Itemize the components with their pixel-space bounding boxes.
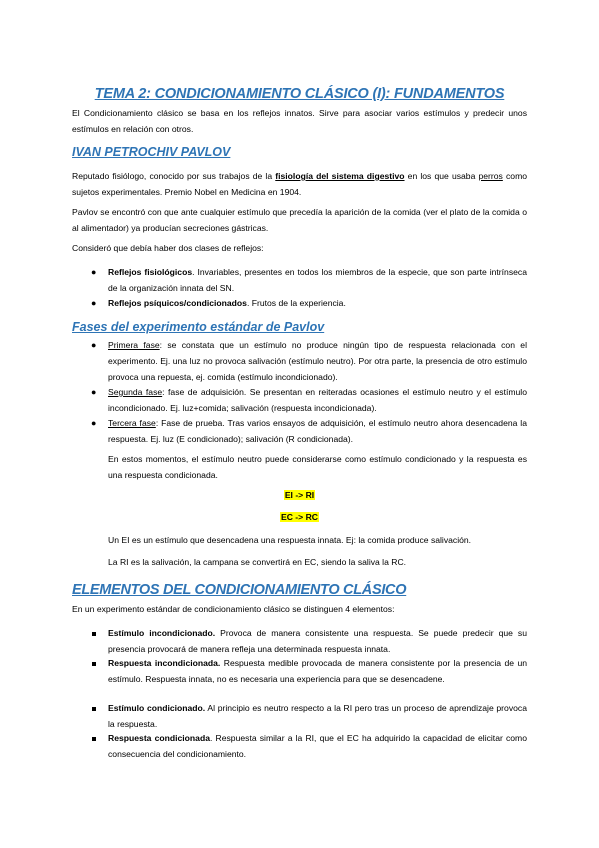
- list-item-phase-3: [108, 416, 527, 448]
- square-bullet-icon: [92, 662, 96, 666]
- bullet-icon: ●: [91, 387, 97, 397]
- term: Respuesta condicionada: [108, 733, 210, 743]
- text-span: : Fase de prueba. Tras varios ensayos de adquisición, el estímulo neutro ahora desencadena la respuesta. Ej. luz (E condicionado); salivación (R condicionada).: [108, 418, 527, 444]
- pavlov-paragraph-2: Pavlov se encontró con que ante cualquier estímulo que precedía la aparición de la comida (ver el plato de la comida o al alimentador) ya producían secreciones gástricas.: [72, 207, 527, 233]
- term: Estímulo incondicionado.: [108, 628, 216, 638]
- bullet-icon: ●: [91, 267, 97, 277]
- square-bullet-icon: [92, 737, 96, 741]
- square-bullet-icon: [92, 632, 96, 636]
- term: Reflejos psíquicos/condicionados: [108, 298, 247, 308]
- text-span: . Frutos de la experiencia.: [246, 298, 346, 308]
- text-span: . Invariables, presentes en todos los miembros de la especie, que son parte intrínseca de la organización innata del SN.: [108, 267, 527, 293]
- list-item-element-4: [108, 731, 527, 763]
- list-item-element-3: [108, 701, 527, 733]
- list-item-element-2: [108, 656, 527, 688]
- list-item-phase-1: [108, 338, 527, 385]
- term: Tercera fase: [108, 418, 156, 428]
- bullet-icon: ●: [91, 298, 97, 308]
- term: Respuesta incondicionada.: [108, 658, 221, 668]
- text-span: Respuesta medible provocada de manera consistente por la presencia de un estímulo. Respuesta innata, no es necesaria una experiencia para que se desencadene.: [108, 658, 528, 684]
- square-bullet-icon: [92, 707, 96, 711]
- pavlov-paragraph-3: Consideró que debía haber dos clases de reflejos:: [72, 243, 264, 253]
- list-item-phase-2: [108, 385, 527, 417]
- text-span: : fase de adquisición. Se presentan en reiteradas ocasiones el estímulo neutro y el estímulo incondicionado. Ej. luz+comida; salivación (respuesta incondicionada).: [108, 387, 527, 413]
- highlight: EI -> RI: [284, 490, 315, 500]
- term: Primera fase: [108, 340, 160, 350]
- term: Segunda fase: [108, 387, 163, 397]
- text-span: . Respuesta similar a la RI, que el EC ha adquirido la capacidad de elicitar como consecuencia del condicionamiento.: [108, 733, 527, 759]
- emphasis-digestive-system: fisiología del sistema digestivo: [275, 171, 405, 181]
- term: Reflejos fisiológicos: [108, 267, 193, 277]
- phases-note: En estos momentos, el estímulo neutro puede considerarse como estímulo condicionado y la respuesta es una respuesta condicionada.: [108, 454, 527, 480]
- text-span: : se constata que un estímulo no produce ningún tipo de respuesta relacionada con el experimento. Ej. una luz no provoca salivación (estímulo neutro). Por otra parte, la presencia de otro estímulo provoca una repuesta, ej. comida (estímulo incondicionado).: [108, 340, 528, 382]
- page-title: TEMA 2: CONDICIONAMIENTO CLÁSICO (I): FUNDAMENTOS: [94, 86, 505, 102]
- ei-note: Un EI es un estímulo que desencadena una respuesta innata. Ej: la comida produce salivación.: [108, 535, 472, 545]
- elements-intro: En un experimento estándar de condicionamiento clásico se distinguen 4 elementos:: [72, 604, 395, 614]
- formula-ec-rc: [0, 511, 599, 523]
- ri-note: La RI es la salivación, la campana se convertirá en EC, siendo la saliva la RC.: [108, 557, 407, 567]
- formula-ei-ri: [0, 489, 599, 501]
- section-heading-elements: ELEMENTOS DEL CONDICIONAMIENTO CLÁSICO: [72, 582, 407, 598]
- text-span: Al principio es neutro respecto a la RI pero tras un proceso de aprendizaje provoca la respuesta.: [108, 703, 527, 729]
- text-span: Provoca de manera consistente una respuesta. Se puede predecir que su presencia provocará de manera refleja una determinada respuesta innata.: [108, 628, 527, 654]
- text-span: en los que usaba: [404, 171, 479, 181]
- list-item-element-1: [108, 626, 527, 658]
- highlight: EC -> RC: [280, 512, 318, 522]
- section-heading-pavlov: IVAN PETROCHIV PAVLOV: [72, 145, 231, 159]
- text-span: Reputado fisiólogo, conocido por sus trabajos de la: [72, 171, 276, 181]
- text-span: como sujetos experimentales. Premio Nobel en Medicina en 1904.: [72, 171, 528, 197]
- emphasis-dogs: perros: [478, 171, 503, 181]
- list-item-reflex-psychic: [108, 296, 527, 312]
- bullet-icon: ●: [91, 418, 97, 428]
- intro-paragraph: El Condicionamiento clásico se basa en los reflejos innatos. Sirve para asociar varios estímulos y predecir unos estímulos en relación con otros.: [72, 108, 527, 134]
- pavlov-paragraph-1: [72, 169, 527, 201]
- bullet-icon: ●: [91, 340, 97, 350]
- list-item-reflex-physiological: [108, 265, 527, 297]
- term: Estímulo condicionado.: [108, 703, 206, 713]
- section-heading-phases: Fases del experimento estándar de Pavlov: [72, 320, 325, 334]
